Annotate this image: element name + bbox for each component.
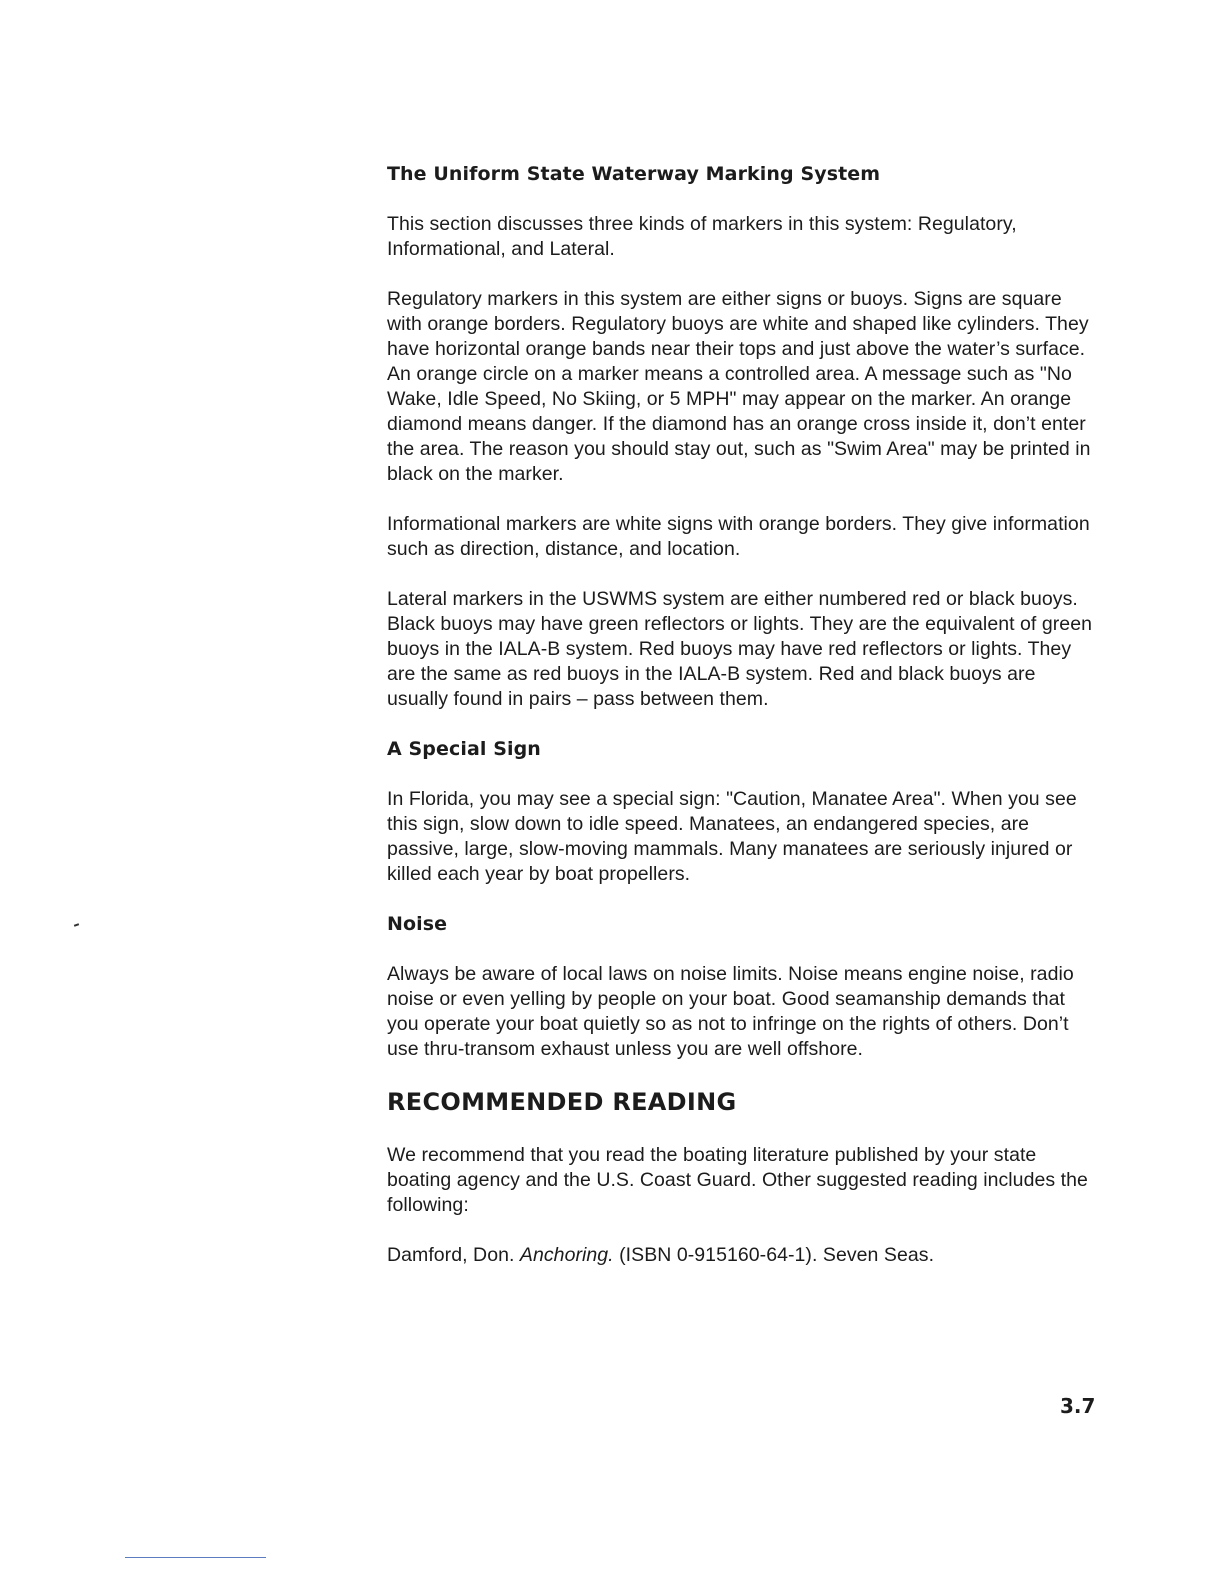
paragraph-regulatory-markers: Regulatory markers in this system are either signs or buoys. Signs are square with orange borders. Regulatory buoys are white and shaped like cylinders. They have horizontal orange bands near their tops and just above the water’s surface. An orange circle on a marker means a controlled area. A message such as "No Wake, Idle Speed, No Skiing, or 5 MPH" may appear on the marker. An orange diamond means danger. If the diamond has an orange cross inside it, don’t enter the area. The reason you should stay out, such as "Swim Area" may be printed in black on the marker. [387, 288, 1091, 485]
paragraph-informational-markers: Informational markers are white signs with orange borders. They give information such as direction, distance, and location. [387, 513, 1090, 560]
paragraph-lateral-markers: Lateral markers in the USWMS system are either numbered red or black buoys. Black buoys may have green reflectors or lights. They are the equivalent of green buoys in the IALA-B system. Red buoys may have red reflectors or lights. They are the same as red buoys in the IALA-B system. Red and black buoys are usually found in pairs – pass between them. [387, 588, 1092, 710]
scan-speck [74, 923, 79, 927]
page-body [387, 163, 1092, 1268]
heading-uswms: The Uniform State Waterway Marking System [387, 163, 881, 185]
paragraph-noise: Always be aware of local laws on noise limits. Noise means engine noise, radio noise or even yelling by people on your boat. Good seamanship demands that you operate your boat quietly so as not to infringe on the rights of others. Don’t use thru-transom exhaust unless you are well offshore. [387, 963, 1074, 1060]
citation-title: Anchoring. [519, 1244, 614, 1266]
paragraph-uswms-intro: This section discusses three kinds of markers in this system: Regulatory, Informational, and Lateral. [387, 213, 1017, 260]
citation-anchoring [387, 1243, 1092, 1268]
citation-author: Damford, Don. [387, 1244, 515, 1266]
heading-recommended-reading: RECOMMENDED READING [387, 1088, 737, 1116]
paragraph-special-sign: In Florida, you may see a special sign: "Caution, Manatee Area". When you see this sign, slow down to idle speed. Manatees, an endangered species, are passive, large, slow-moving mammals. Many manatees are seriously injured or killed each year by boat propellers. [387, 788, 1077, 885]
heading-noise: Noise [387, 913, 448, 935]
paragraph-recommended-intro: We recommend that you read the boating literature published by your state boating agency and the U.S. Coast Guard. Other suggested reading includes the following: [387, 1144, 1088, 1216]
citation-details: (ISBN 0-915160-64-1). Seven Seas. [619, 1244, 935, 1266]
footer-rule [125, 1557, 266, 1558]
heading-special-sign: A Special Sign [387, 738, 541, 760]
page-number: 3.7 [1060, 1394, 1096, 1418]
